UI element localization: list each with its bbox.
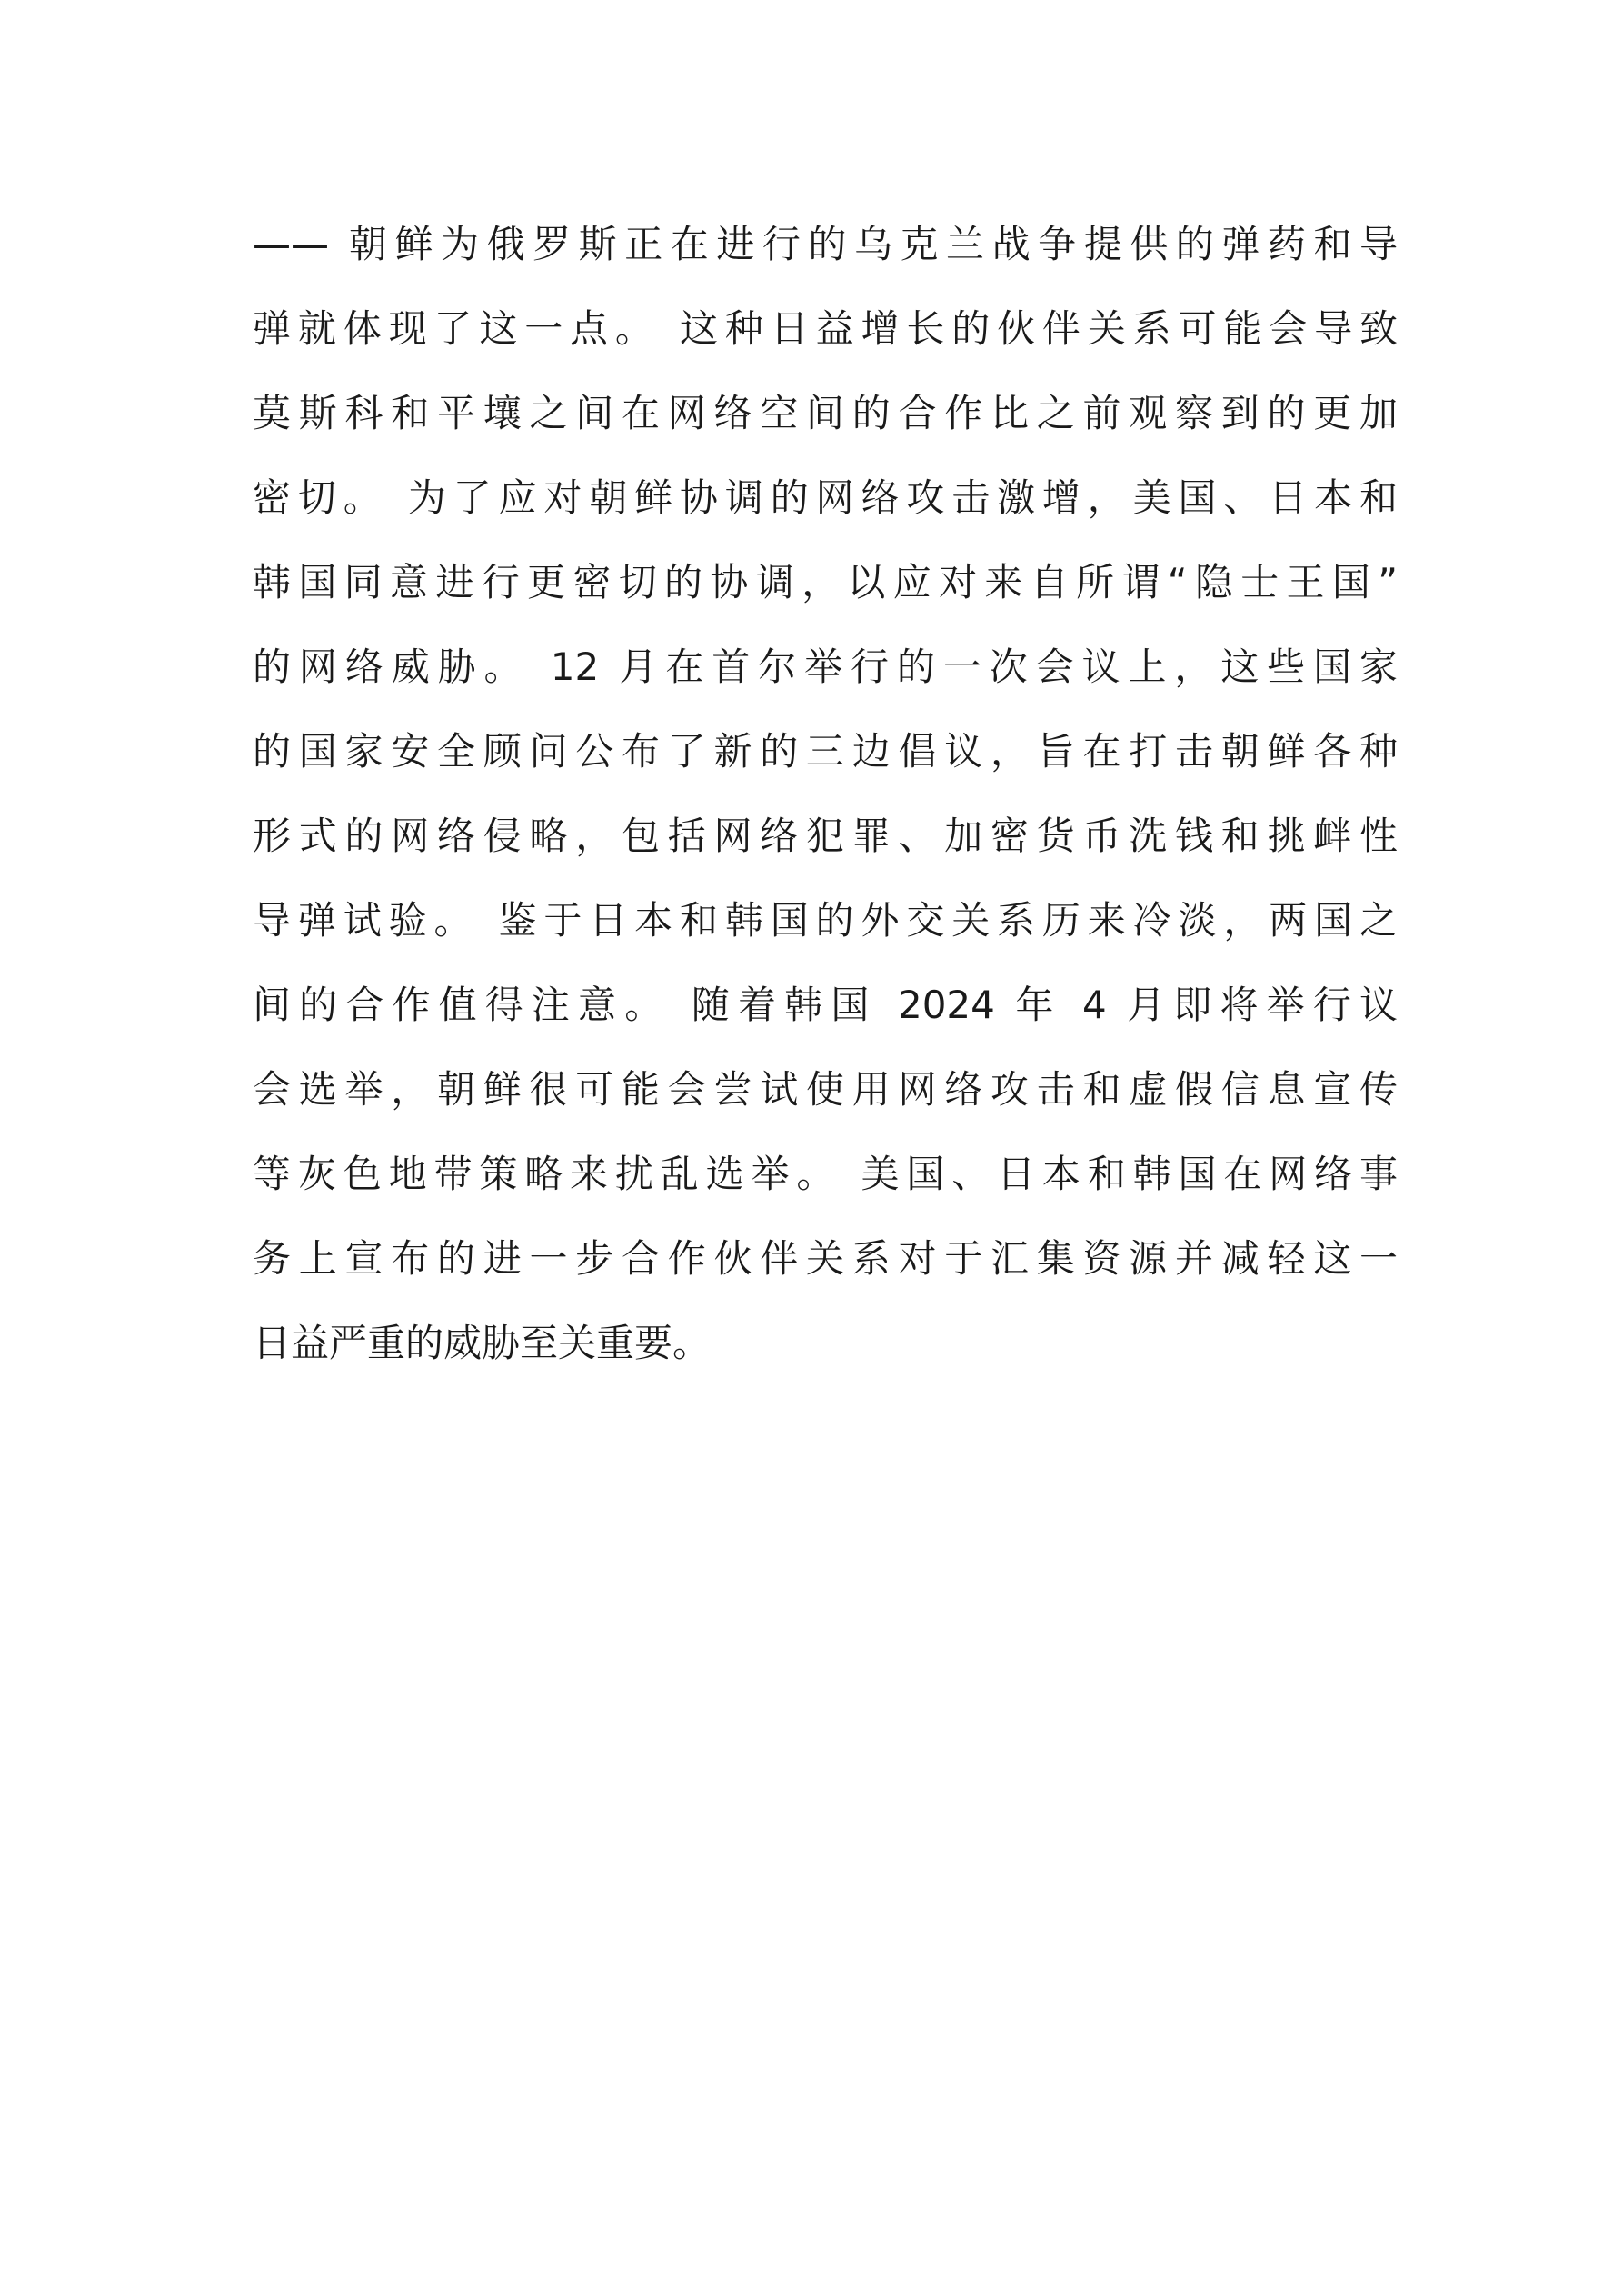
paragraph-line: 的国家安全顾问公布了新的三边倡议，旨在打击朝鲜各种 bbox=[253, 729, 1398, 774]
paragraph-line: 会选举，朝鲜很可能会尝试使用网络攻击和虚假信息宣传 bbox=[253, 1067, 1398, 1112]
paragraph-line: 弹就体现了这一点。 这种日益增长的伙伴关系可能会导致 bbox=[253, 306, 1398, 351]
paragraph-line: —— 朝鲜为俄罗斯正在进行的乌克兰战争提供的弹药和导 bbox=[253, 222, 1398, 266]
paragraph-line: 的网络威胁。 12 月在首尔举行的一次会议上，这些国家 bbox=[253, 644, 1398, 689]
paragraph-line: 日益严重的威胁至关重要。 bbox=[253, 1321, 712, 1365]
paragraph-line: 密切。 为了应对朝鲜协调的网络攻击激增，美国、日本和 bbox=[253, 475, 1398, 520]
paragraph-line: 务上宣布的进一步合作伙伴关系对于汇集资源并减轻这一 bbox=[253, 1236, 1398, 1281]
paragraph-line: 导弹试验。 鉴于日本和韩国的外交关系历来冷淡，两国之 bbox=[253, 898, 1398, 943]
paragraph-line: 间的合作值得注意。 随着韩国 2024 年 4 月即将举行议 bbox=[253, 983, 1398, 1027]
paragraph-line: 韩国同意进行更密切的协调，以应对来自所谓“隐士王国” bbox=[253, 560, 1398, 604]
body-paragraph bbox=[253, 202, 1398, 1385]
paragraph-line: 等灰色地带策略来扰乱选举。 美国、日本和韩国在网络事 bbox=[253, 1152, 1398, 1196]
paragraph-line: 莫斯科和平壤之间在网络空间的合作比之前观察到的更加 bbox=[253, 391, 1398, 435]
paragraph-line: 形式的网络侵略，包括网络犯罪、加密货币洗钱和挑衅性 bbox=[253, 814, 1398, 858]
